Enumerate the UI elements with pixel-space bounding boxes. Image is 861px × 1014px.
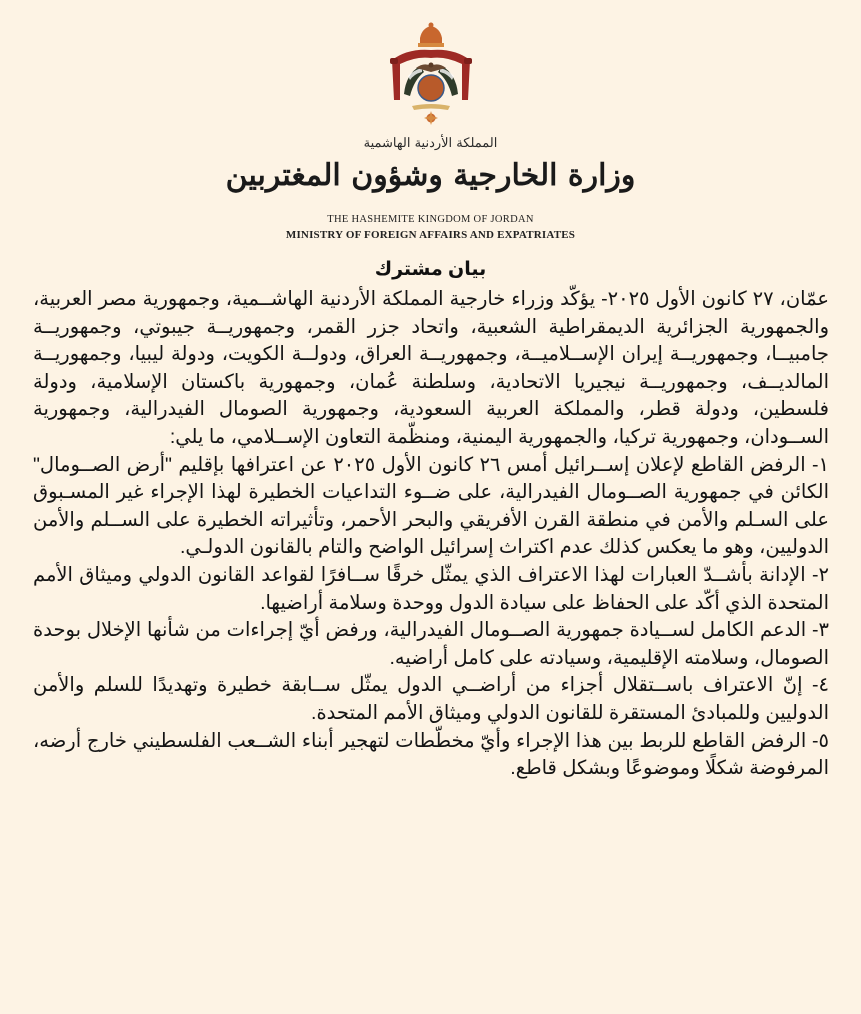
statement-body — [33, 286, 829, 783]
english-kingdom-name: THE HASHEMITE KINGDOM OF JORDAN — [327, 214, 534, 225]
point-1: ١- الرفض القاطع لإعلان إســرائيل أمس ٢٦ كانون الأول ٢٠٢٥ عن اعترافها بإقليم "أرض الصــومال" الكائن في جمهورية الصــومال الفيدرالية، على ضــوء التداعيات الخطيرة لهذا الإجراء غير المسـبوق على السـلم والأمن في منطقة القرن الأفريقي والبحر الأحمر، وتأثيراته الخطيرة على الســلم والأمن الدوليين، وهو ما يعكس كذلك عدم اكتراث إسرائيل الواضح والتام بالقانون الدولـي. — [33, 453, 829, 559]
jordan-coat-of-arms-icon — [384, 20, 478, 130]
point-3: ٣- الدعم الكامل لســيادة جمهورية الصــومال الفيدرالية، ورفض أيّ إجراءات من شأنها الإخلال بوحدة الصومال، وسلامته الإقليمية، وسيادته على كامل أراضيه. — [33, 619, 829, 669]
point-5: ٥- الرفض القاطع للربط بين هذا الإجراء وأيّ مخطّطات لتهجير أبناء الشــعب الفلسطيني خارج أرضه، المرفوضة شكلًا وموضوعًا وبشكل قاطع. — [33, 729, 829, 780]
point-4: ٤- إنّ الاعتراف باســتقلال أجزاء من أراضــي الدول يمثّل ســابقة خطيرة وتهديدًا للسلم والأمن الدوليين وللمبادئ المستقرة للقانون الدولي وميثاق الأمم المتحدة. — [33, 674, 829, 724]
arabic-ministry-name: وزارة الخارجية وشؤون المغتربين — [225, 158, 636, 193]
letterhead — [0, 0, 861, 250]
english-ministry-name: MINISTRY OF FOREIGN AFFAIRS AND EXPATRIATES — [285, 229, 576, 241]
intro-paragraph: عمّان، ٢٧ كانون الأول ٢٠٢٥- يؤكّد وزراء خارجية المملكة الأردنية الهاشــمية، وجمهورية مصر العربية، والجمهورية الجزائرية الديمقراطية الشعبية، واتحاد جزر القمر، وجمهوريــة جيبوتي، وجمهوريــة جامبيــا، وجمهوريــة إيران الإســلاميــة، وجمهوريــة العراق، ودولــة الكويت، ودولة ليبيا، وجمهوريــة المالديــف، وجمهوريــة نيجيريا الاتحادية، وسلطنة عُمان، وجمهورية باكستان الإسلامية، ودولة فلسطين، ودولة قطر، والمملكة العربية السعودية، وجمهورية الصومال الفيدرالية، وجمهورية الســودان، وجمهورية تركيا، والجمهورية اليمنية، ومنظّمة التعاون الإســلامي، ما يلي: — [33, 288, 829, 448]
arabic-kingdom-name: المملكة الأردنية الهاشمية — [363, 136, 498, 151]
document-title: بيان مشترك — [374, 259, 487, 280]
point-2: ٢- الإدانة بأشــدّ العبارات لهذا الاعتراف الذي يمثّل خرقًا ســافرًا لقواعد القانون الدولي وميثاق الأمم المتحدة الذي أكّد على الحفاظ على سيادة الدول ووحدة وسلامة أراضيها. — [33, 563, 829, 614]
